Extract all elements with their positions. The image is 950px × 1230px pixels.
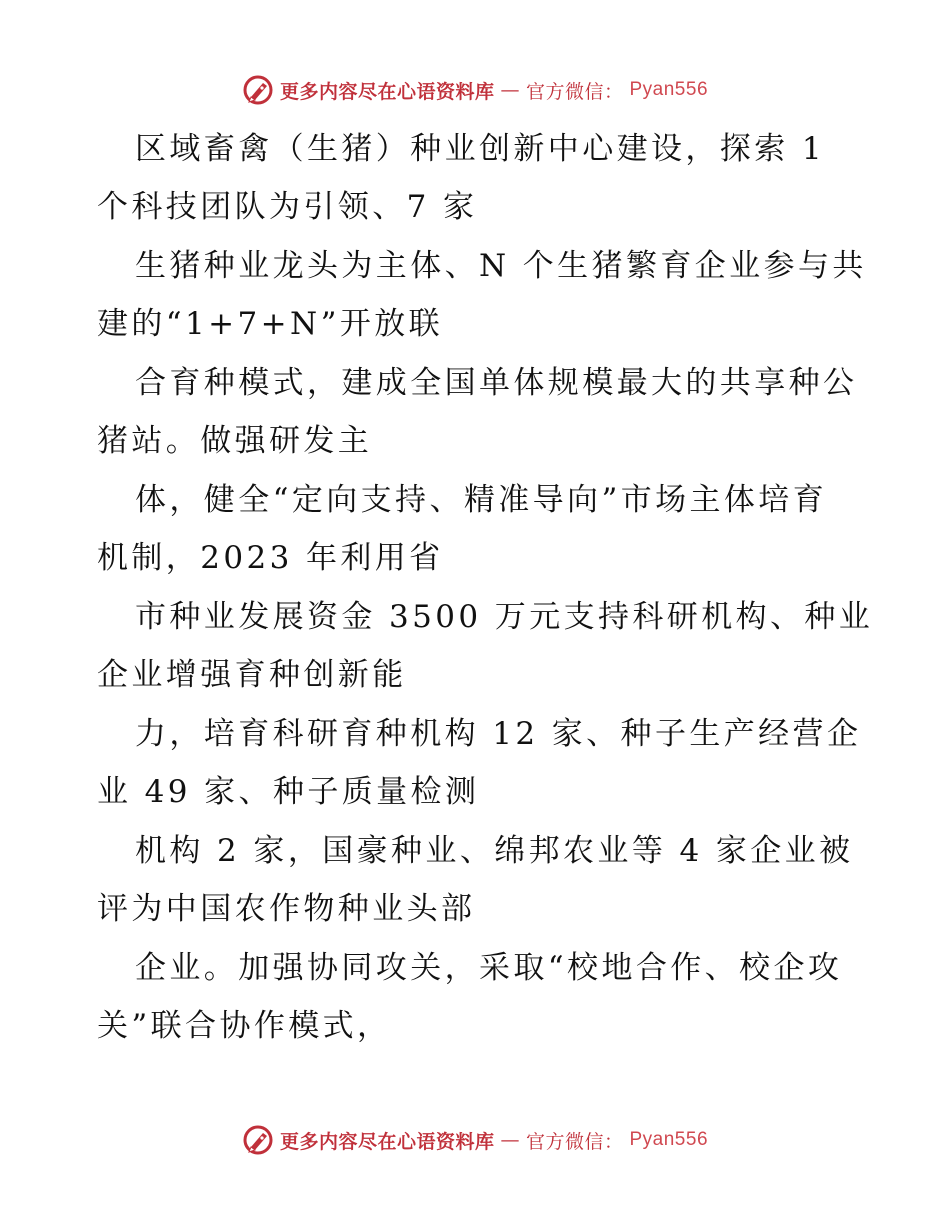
paragraph-3-line-2: 猪站。做强研发主 xyxy=(97,423,373,459)
watermark-wechat-id: Pyan556 xyxy=(629,1129,709,1150)
watermark-site-name: 更多内容尽在心语资料库 xyxy=(279,80,495,103)
watermark-dash: — xyxy=(500,79,520,101)
paragraph-7-line-2: 评为中国农作物种业头部 xyxy=(97,891,476,927)
paragraph-6-line-2: 业 49 家、种子质量检测 xyxy=(97,774,480,810)
paragraph-8-line-2: 关”联合协作模式， xyxy=(97,1008,392,1044)
paragraph-4-line-1: 体，健全“定向支持、精准导向”市场主体培育 xyxy=(135,482,828,518)
paragraph-4-line-2: 机制，2023 年利用省 xyxy=(97,540,444,576)
paragraph-1-line-1: 区域畜禽（生猪）种业创新中心建设，探索 1 xyxy=(135,131,825,167)
paragraph-5-line-2: 企业增强育种创新能 xyxy=(97,657,407,693)
watermark-footer xyxy=(0,1120,950,1160)
pen-logo-icon xyxy=(242,1124,274,1156)
paragraph-6-line-1: 力，培育科研育种机构 12 家、种子生产经营企 xyxy=(135,716,862,752)
document-body xyxy=(0,120,950,1060)
watermark-wechat-id: Pyan556 xyxy=(629,79,709,100)
paragraph-7-line-1: 机构 2 家，国豪种业、绵邦农业等 4 家企业被 xyxy=(135,833,854,869)
watermark-official-label: 官方微信： xyxy=(525,1130,624,1153)
paragraph-8-line-1: 企业。加强协同攻关，采取“校地合作、校企攻 xyxy=(135,950,843,986)
paragraph-1-line-2: 个科技团队为引领、7 家 xyxy=(97,189,478,225)
paragraph-2-line-1: 生猪种业龙头为主体、N 个生猪繁育企业参与共 xyxy=(135,248,867,284)
pen-logo-icon xyxy=(242,74,274,106)
paragraph-5-line-1: 市种业发展资金 3500 万元支持科研机构、种业 xyxy=(135,599,874,635)
watermark-site-name: 更多内容尽在心语资料库 xyxy=(279,1130,495,1153)
watermark-dash: — xyxy=(500,1129,520,1151)
paragraph-3-line-1: 合育种模式，建成全国单体规模最大的共享种公 xyxy=(135,365,858,401)
watermark-header xyxy=(0,70,950,110)
paragraph-2-line-2: 建的“1+7+N”开放联 xyxy=(97,306,444,342)
watermark-official-label: 官方微信： xyxy=(525,80,624,103)
